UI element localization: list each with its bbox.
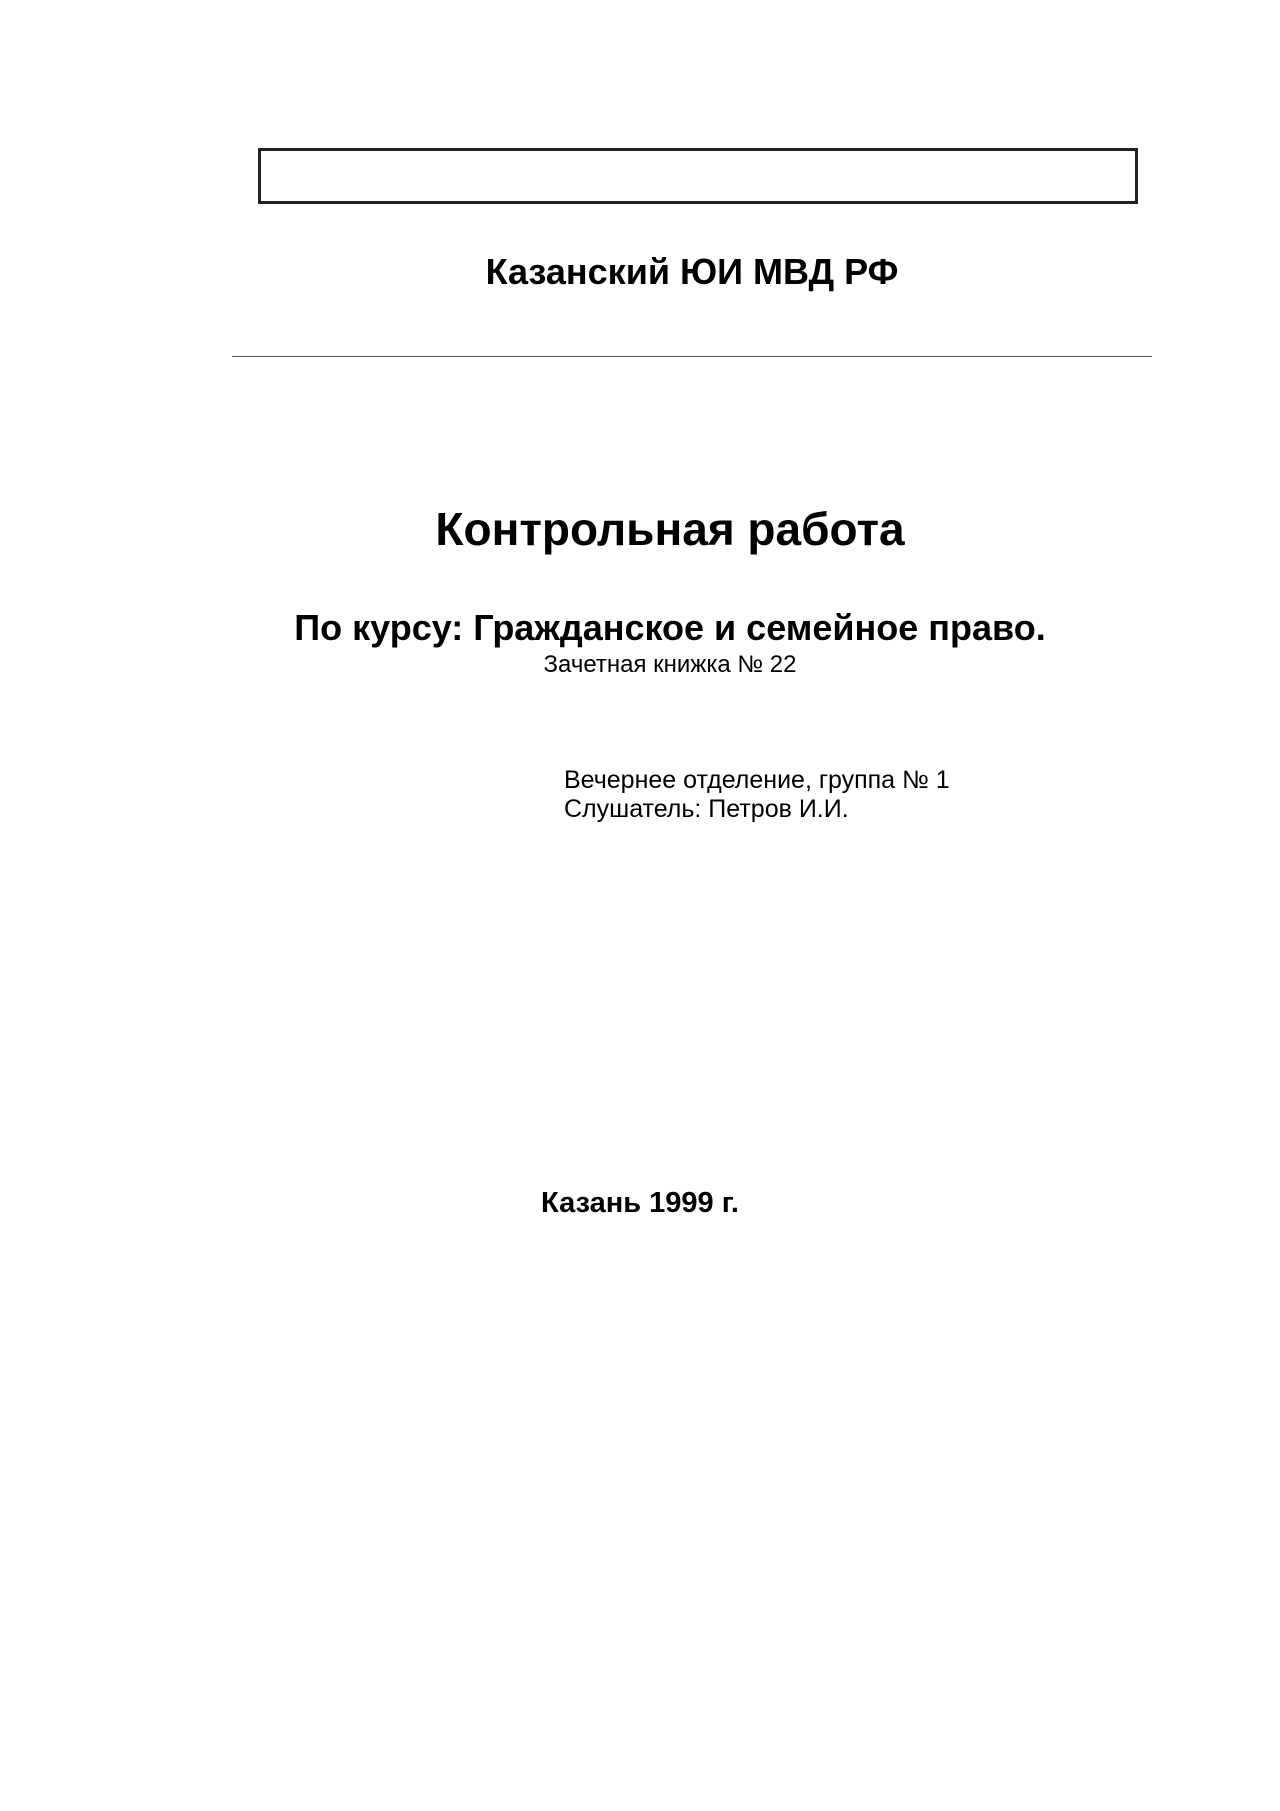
header-frame-box	[258, 148, 1138, 204]
student-name-line: Слушатель: Петров И.И.	[564, 795, 849, 823]
course-subtitle: По курсу: Гражданское и семейное право.	[294, 607, 1046, 648]
record-book-number: Зачетная книжка № 22	[543, 651, 797, 678]
institution-name: Казанский ЮИ МВД РФ	[485, 251, 899, 292]
student-info-block	[564, 766, 950, 824]
document-title: Контрольная работа	[435, 503, 905, 555]
horizontal-divider	[232, 356, 1152, 357]
department-group-line: Вечернее отделение, группа № 1	[564, 766, 950, 794]
city-year: Казань 1999 г.	[541, 1187, 739, 1219]
